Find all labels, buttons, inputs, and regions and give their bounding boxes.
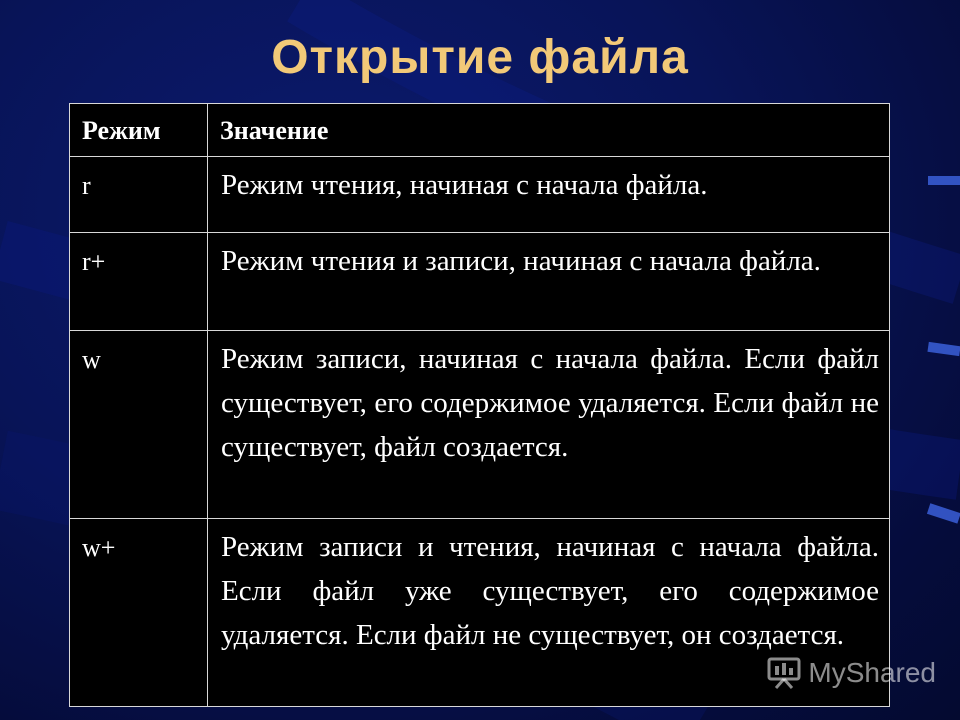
watermark	[766, 656, 936, 690]
header-meaning: Значение	[208, 104, 890, 157]
mode-cell: r+	[70, 233, 208, 331]
watermark-text: MyShared	[808, 657, 936, 688]
table-row	[70, 157, 890, 233]
mode-cell: r	[70, 157, 208, 233]
mode-cell: w+	[70, 519, 208, 707]
slide-title: Открытие файла	[271, 31, 689, 84]
meaning-cell: Режим чтения и записи, начиная с начала файла.	[208, 233, 890, 331]
table-header-row	[70, 104, 890, 157]
header-mode: Режим	[70, 104, 208, 157]
meaning-cell: Режим чтения, начиная с начала файла.	[208, 157, 890, 233]
file-modes-table	[69, 103, 890, 707]
table-row	[70, 331, 890, 519]
meaning-cell: Режим записи, начиная с начала файла. Если файл существует, его содержимое удаляется. Если файл не существует, файл создается.	[208, 331, 890, 519]
table-row	[70, 233, 890, 331]
meaning-cell: Режим записи и чтения, начиная с начала файла. Если файл уже существует, его содержимое удаляется. Если файл не существует, он создается.	[208, 519, 890, 707]
presentation-icon	[766, 656, 802, 690]
mode-cell: w	[70, 331, 208, 519]
